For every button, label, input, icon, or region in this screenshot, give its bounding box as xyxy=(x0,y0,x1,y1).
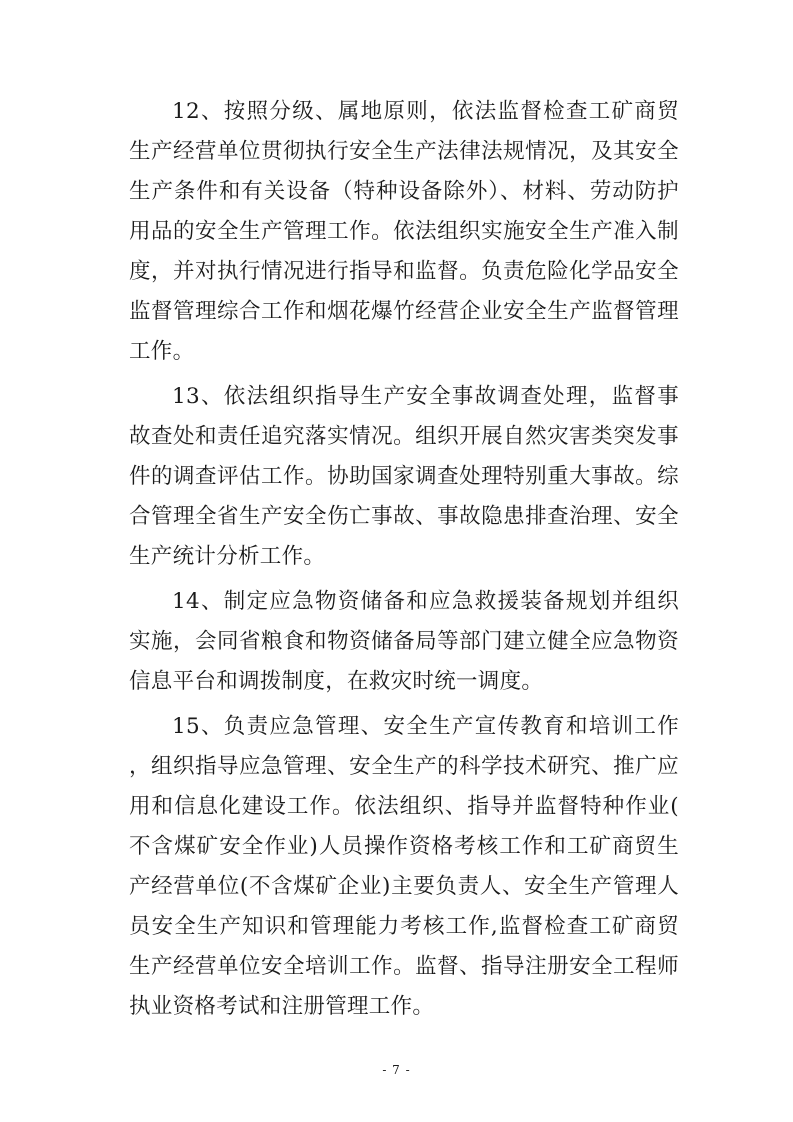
paragraph-15: 15、负责应急管理、安全生产宣传教育和培训工作，组织指导应急管理、安全生产的科学技术研究、推广应用和信息化建设工作。依法组织、指导并监督特种作业(不含煤矿安全作业)人员操作资格考核工作和工矿商贸生产经营单位(不含煤矿企业)主要负责人、安全生产管理人员安全生产知识和管理能力考核工作,监督检查工矿商贸生产经营单位安全培训工作。监督、指导注册安全工程师执业资格考试和注册管理工作。 xyxy=(129,714,679,1019)
paragraph-12: 12、按照分级、属地原则，依法监督检查工矿商贸生产经营单位贯彻执行安全生产法律法规情况，及其安全生产条件和有关设备（特种设备除外）、材料、劳动防护用品的安全生产管理工作。依法组织实施安全生产准入制度，并对执行情况进行指导和监督。负责危险化学品安全监督管理综合工作和烟花爆竹经营企业安全生产监督管理工作。 xyxy=(129,99,679,364)
paragraph-14: 14、制定应急物资储备和应急救援装备规划并组织实施，会同省粮食和物资储备局等部门建立健全应急物资信息平台和调拨制度，在救灾时统一调度。 xyxy=(129,589,679,694)
paragraph-13: 13、依法组织指导生产安全事故调查处理，监督事故查处和责任追究落实情况。组织开展自然灾害类突发事件的调查评估工作。协助国家调查处理特别重大事故。综合管理全省生产安全伤亡事故、事故隐患排查治理、安全生产统计分析工作。 xyxy=(129,384,679,569)
document-body xyxy=(129,92,679,1027)
page-number: - 7 - xyxy=(382,1063,411,1077)
